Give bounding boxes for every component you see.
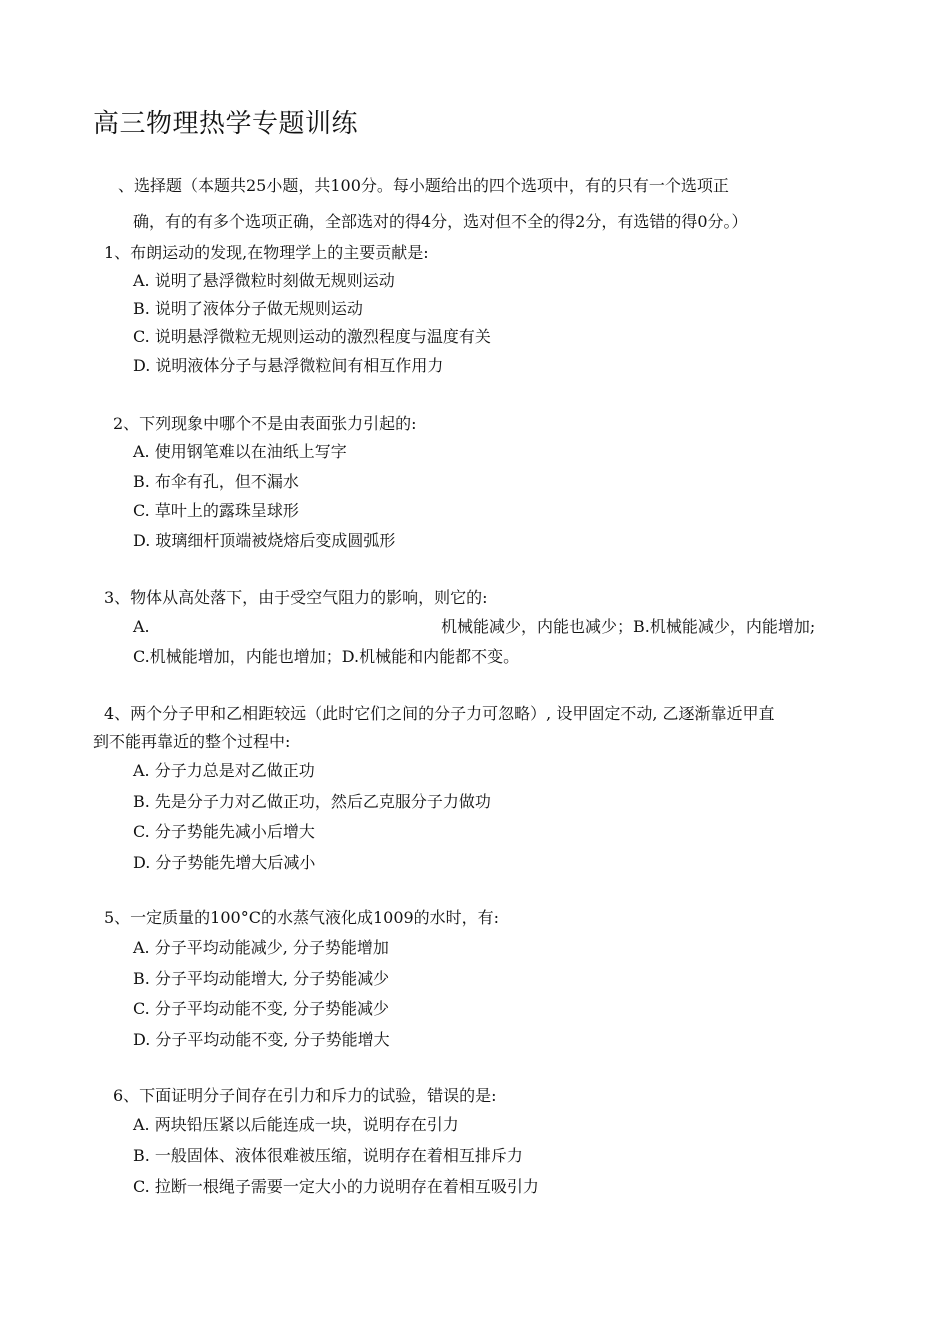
- question-4-stem-line-2: 到不能再靠近的整个过程中:: [93, 732, 291, 751]
- question-4-option-c: C. 分子势能先减小后增大: [133, 822, 315, 841]
- question-1-option-a: A. 说明了悬浮微粒时刻做无规则运动: [133, 271, 395, 290]
- question-2-stem: 2、下列现象中哪个不是由表面张力引起的:: [113, 414, 417, 433]
- question-6-stem: 6、下面证明分子间存在引力和斥力的试验，错误的是:: [113, 1086, 497, 1105]
- page-title: 高三物理热学专题训练: [93, 109, 359, 139]
- question-2-option-b: B. 布伞有孔，但不漏水: [133, 472, 299, 491]
- question-4-option-a: A. 分子力总是对乙做正功: [133, 761, 315, 780]
- question-6-option-b: B. 一般固体、液体很难被压缩，说明存在着相互排斥力: [133, 1146, 523, 1165]
- question-3-option-a-label: A.: [133, 617, 150, 636]
- question-6-option-c: C. 拉断一根绳子需要一定大小的力说明存在着相互吸引力: [133, 1177, 539, 1196]
- question-3-options-line-2: C.机械能增加，内能也增加；D.机械能和内能都不变。: [133, 647, 520, 666]
- question-1-option-b: B. 说明了液体分子做无规则运动: [133, 299, 363, 318]
- question-1-stem: 1、布朗运动的发现,在物理学上的主要贡献是:: [104, 243, 429, 262]
- question-4-option-b: B. 先是分子力对乙做正功，然后乙克服分子力做功: [133, 792, 491, 811]
- question-4-option-d: D. 分子势能先增大后减小: [133, 853, 316, 872]
- question-5-option-a: A. 分子平均动能减少, 分子势能增加: [133, 938, 389, 957]
- section-intro-line-2: 确，有的有多个选项正确，全部选对的得4分，选对但不全的得2分，有选错的得0分。）: [133, 212, 748, 231]
- question-1-option-d: D. 说明液体分子与悬浮微粒间有相互作用力: [133, 356, 444, 375]
- question-5-option-d: D. 分子平均动能不变, 分子势能增大: [133, 1030, 390, 1049]
- question-2-option-c: C. 草叶上的露珠呈球形: [133, 501, 299, 520]
- question-4-stem-line-1: 4、两个分子甲和乙相距较远（此时它们之间的分子力可忽略）, 设甲固定不动, 乙逐渐靠近甲直: [104, 704, 775, 723]
- question-3-options-line-1: 机械能减少，内能也减少；B.机械能减少，内能增加;: [441, 617, 816, 636]
- section-intro-line-1: 、选择题（本题共25小题，共100分。每小题给出的四个选项中，有的只有一个选项正: [118, 176, 729, 195]
- question-1-option-c: C. 说明悬浮微粒无规则运动的激烈程度与温度有关: [133, 327, 491, 346]
- question-2-option-a: A. 使用钢笔难以在油纸上写字: [133, 442, 347, 461]
- question-5-option-c: C. 分子平均动能不变, 分子势能减少: [133, 999, 390, 1018]
- question-5-stem: 5、一定质量的100°C的水蒸气液化成1009的水时，有:: [104, 908, 500, 927]
- question-3-stem: 3、物体从高处落下，由于受空气阻力的影响，则它的:: [104, 588, 488, 607]
- question-2-option-d: D. 玻璃细杆顶端被烧熔后变成圆弧形: [133, 531, 396, 550]
- question-6-option-a: A. 两块铅压紧以后能连成一块，说明存在引力: [133, 1115, 459, 1134]
- question-5-option-b: B. 分子平均动能增大, 分子势能减少: [133, 969, 390, 988]
